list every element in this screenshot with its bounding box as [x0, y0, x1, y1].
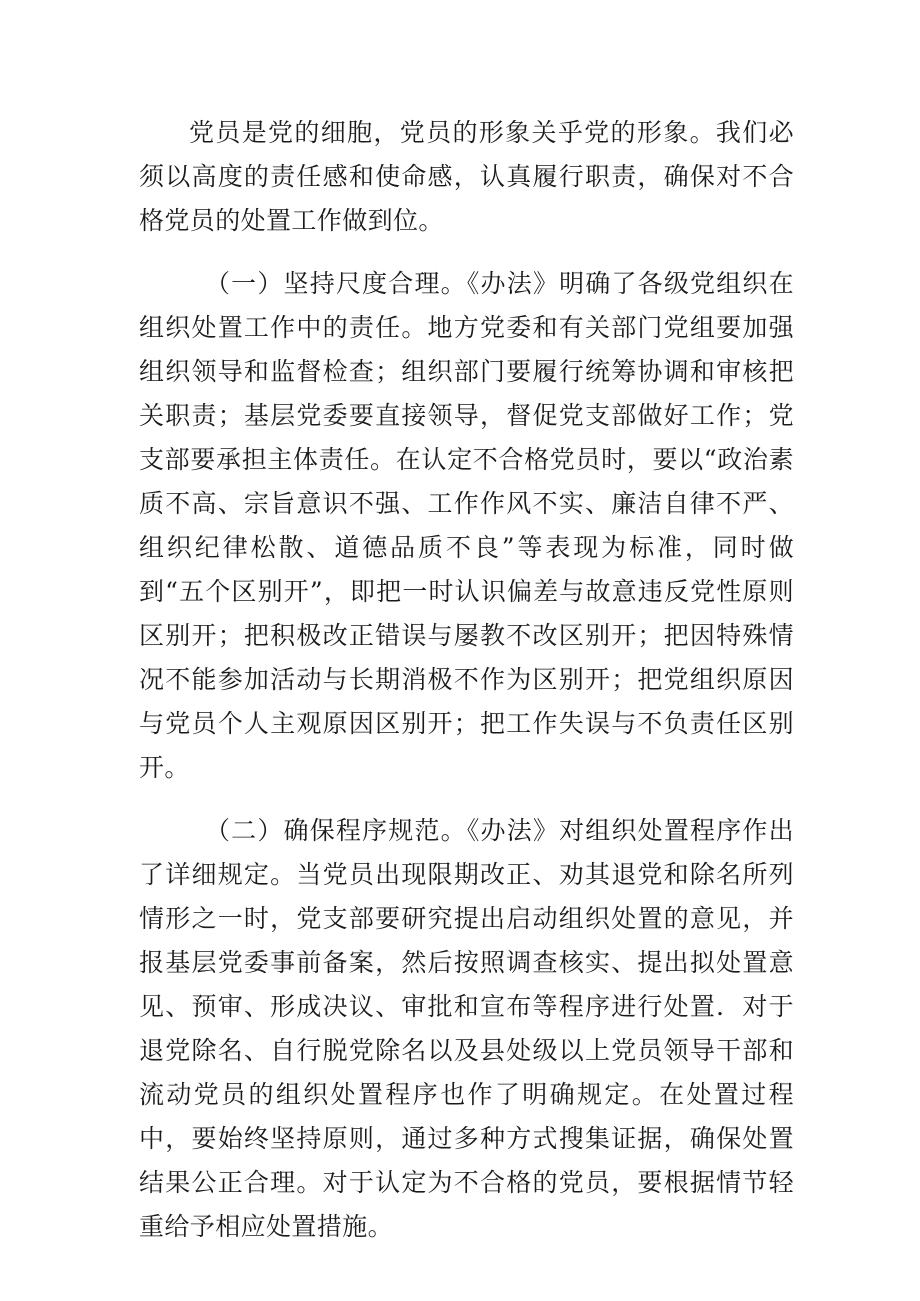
paragraph-section-one: （一）坚持尺度合理。《办法》明确了各级党组织在组织处置工作中的责任。地方党委和有关部门党组要加强组织领导和监督检查；组织部门要履行统筹协调和审核把关职责；基层党委要直接领导，督促党支部做好工作；党支部要承担主体责任。在认定不合格党员时，要以“政治素质不高、宗旨意识不强、工作作风不实、廉洁自律不严、组织纪律松散、道德品质不良”等表现为标准，同时做到“五个区别开”，即把一时认识偏差与故意违反党性原则区别开；把积极改正错误与屡教不改区别开；把因特殊情况不能参加活动与长期消极不作为区别开；把党组织原因与党员个人主观原因区别开；把工作失误与不负责任区别开。	[139, 269, 794, 782]
paragraph-intro: 党员是党的细胞，党员的形象关乎党的形象。我们必须以高度的责任感和使命感，认真履行职责，确保对不合格党员的处置工作做到位。	[139, 118, 794, 235]
paragraph-section-two: （二）确保程序规范。《办法》对组织处置程序作出了详细规定。当党员出现限期改正、劝其退党和除名所列情形之一时，党支部要研究提出启动组织处置的意见，并报基层党委事前备案，然后按照调查核实、提出拟处置意见、预审、形成决议、审批和宣布等程序进行处置．对于退党除名、自行脱党除名以及县处级以上党员领导干部和流动党员的组织处置程序也作了明确规定。在处置过程中，要始终坚持原则，通过多种方式搜集证据，确保处置结果公正合理。对于认定为不合格的党员，要根据情节轻重给予相应处置措施。	[139, 816, 794, 1241]
